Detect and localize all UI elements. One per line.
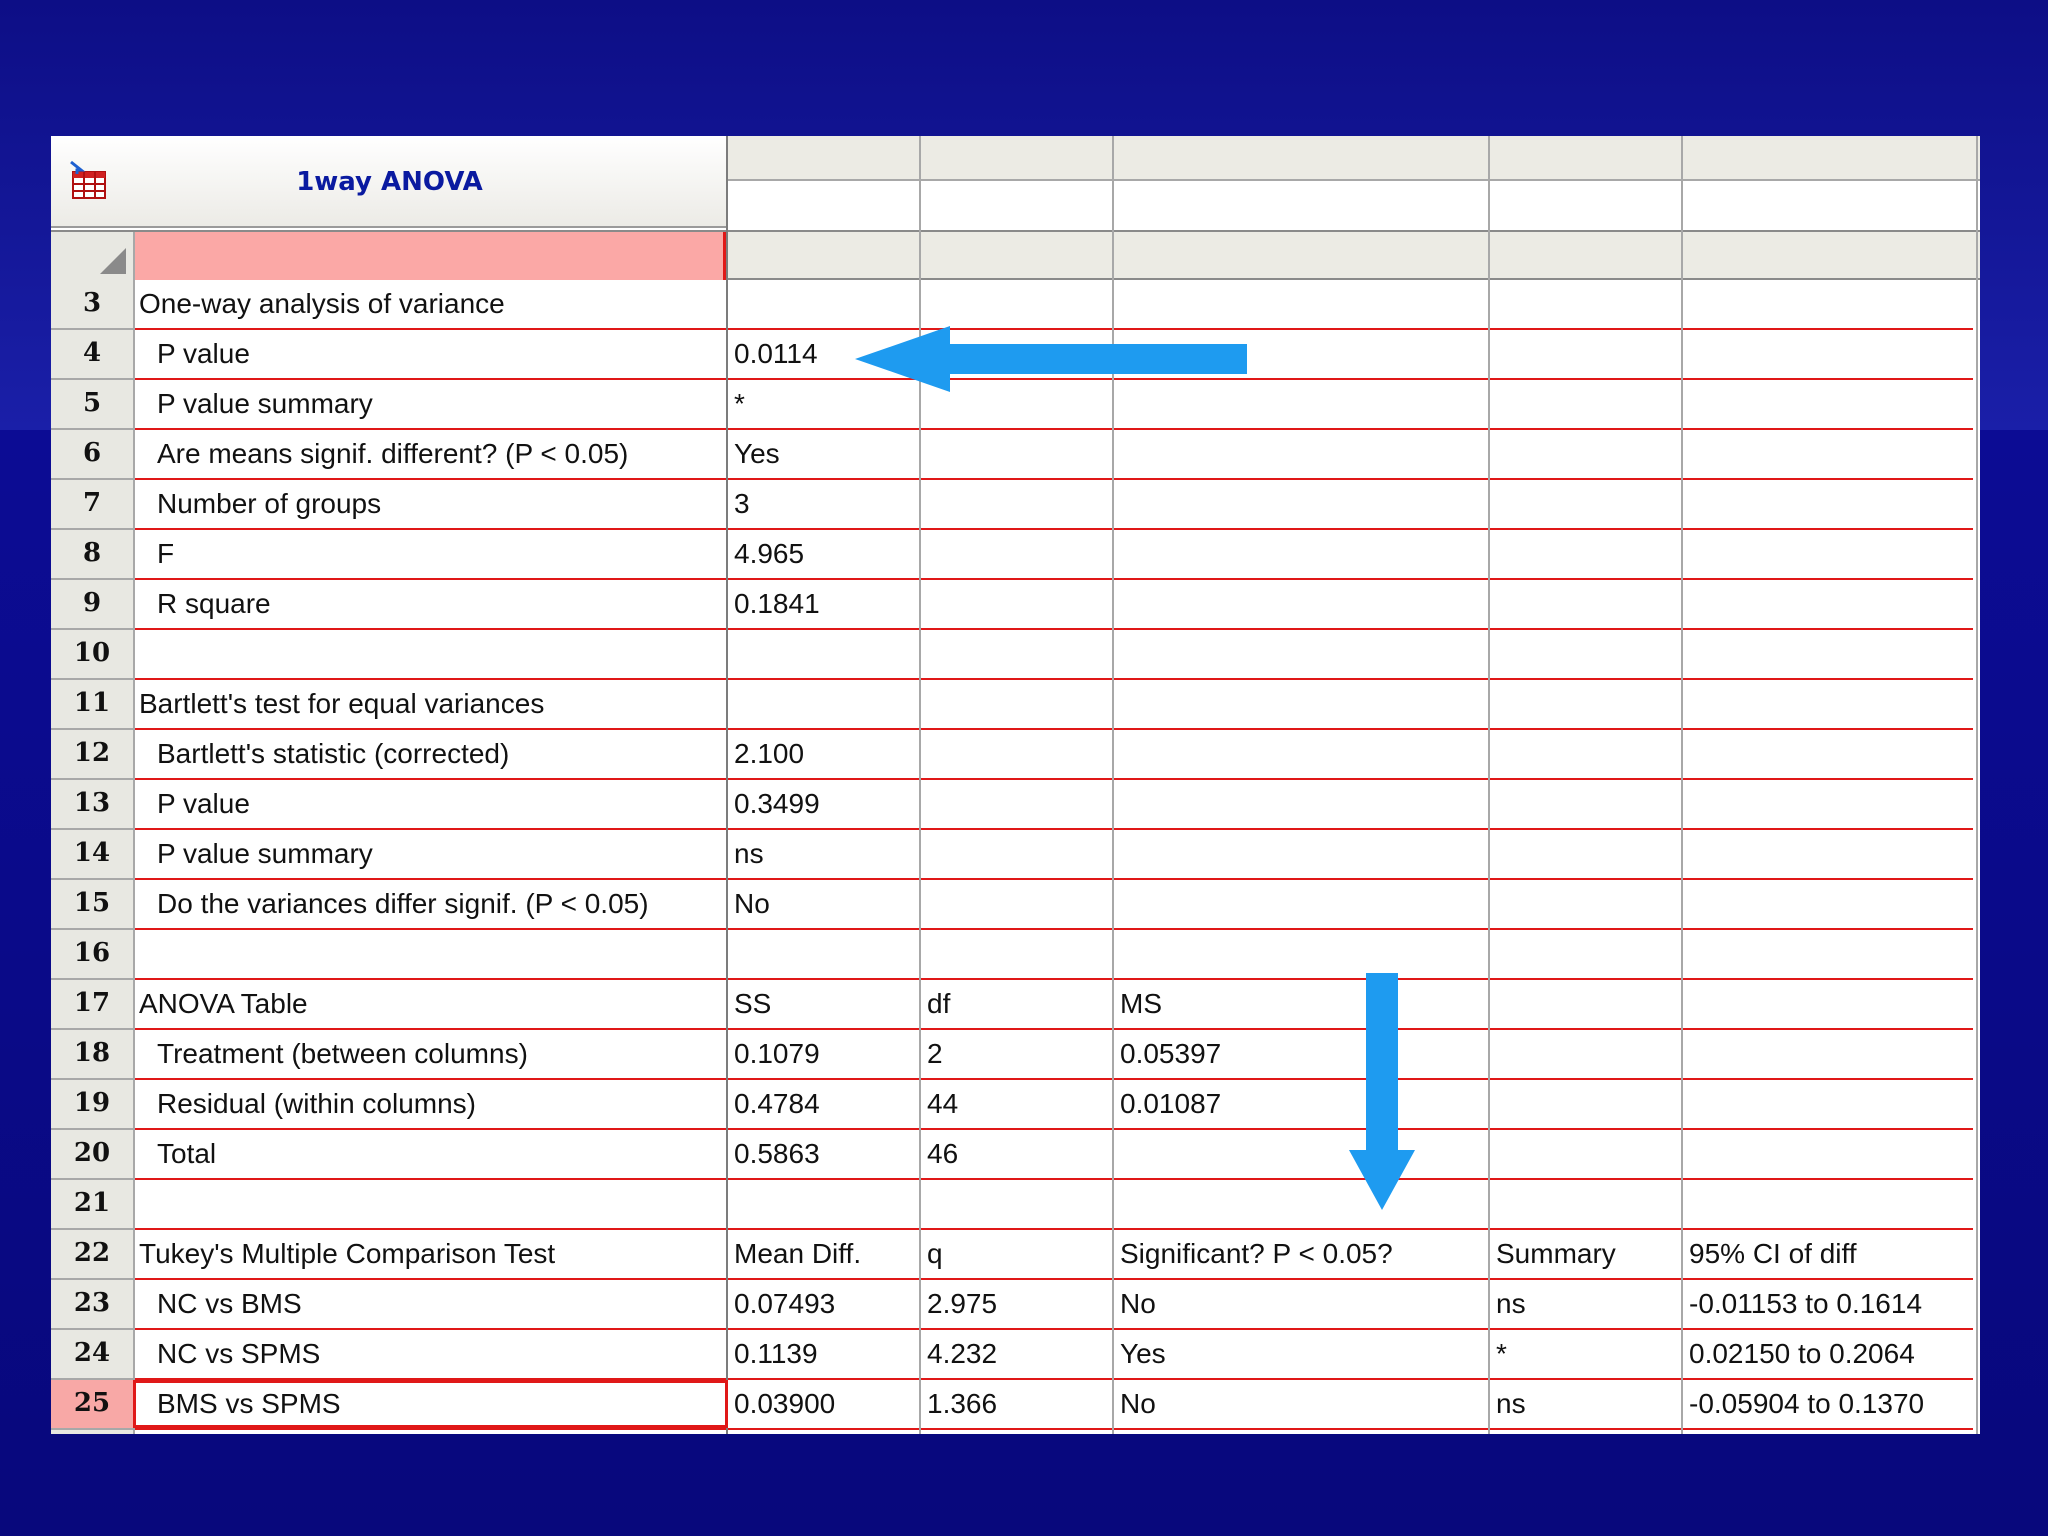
row-number[interactable]: 11 bbox=[73, 688, 111, 718]
value-cell[interactable]: Mean Diff. bbox=[734, 1238, 862, 1269]
value-cell[interactable]: Significant? P < 0.05? bbox=[1120, 1238, 1393, 1269]
value-cell[interactable] bbox=[1496, 930, 1679, 980]
value-cell[interactable]: 2 bbox=[927, 1038, 943, 1069]
value-cell[interactable] bbox=[1120, 830, 1486, 880]
value-cell[interactable]: 0.1841 bbox=[734, 588, 820, 619]
value-cell[interactable]: -0.01153 to 0.1614 bbox=[1689, 1288, 1923, 1319]
row-label-cell[interactable]: Tukey's Multiple Comparison Test bbox=[139, 1238, 556, 1269]
value-cell[interactable] bbox=[1496, 630, 1679, 680]
value-cell[interactable] bbox=[1689, 480, 1976, 530]
value-cell[interactable] bbox=[927, 580, 1110, 630]
row-number[interactable]: 17 bbox=[73, 988, 111, 1018]
row-number[interactable]: 12 bbox=[73, 738, 111, 768]
row-label-cell[interactable] bbox=[139, 630, 724, 680]
value-cell[interactable] bbox=[734, 680, 917, 730]
value-cell[interactable] bbox=[1496, 980, 1679, 1030]
row-label-cell[interactable]: ANOVA Table bbox=[139, 988, 308, 1019]
row-number[interactable]: 5 bbox=[82, 388, 102, 418]
value-cell[interactable] bbox=[734, 280, 917, 330]
value-cell[interactable] bbox=[1689, 730, 1976, 780]
row-separator bbox=[133, 1428, 1973, 1430]
value-cell[interactable]: df bbox=[927, 988, 951, 1019]
row-label-cell[interactable]: Residual (within columns) bbox=[157, 1088, 477, 1119]
row-label-cell[interactable]: Do the variances differ signif. (P < 0.05) bbox=[157, 888, 649, 919]
column-header-strip-top bbox=[728, 136, 1980, 180]
value-cell[interactable] bbox=[1689, 1130, 1976, 1180]
value-cell[interactable] bbox=[1120, 1180, 1486, 1230]
value-cell[interactable] bbox=[1496, 780, 1679, 830]
column-gridline bbox=[1681, 136, 1683, 1434]
value-cell[interactable] bbox=[1689, 330, 1976, 380]
row-label-cell[interactable]: Bartlett's test for equal variances bbox=[139, 688, 545, 719]
value-cell[interactable]: 3 bbox=[734, 488, 750, 519]
row-label-cell[interactable]: Are means signif. different? (P < 0.05) bbox=[157, 438, 629, 469]
row-number[interactable]: 9 bbox=[82, 588, 102, 618]
sheet-title-tab[interactable] bbox=[51, 136, 728, 228]
value-cell[interactable]: 0.5863 bbox=[734, 1138, 820, 1169]
value-cell[interactable]: No bbox=[1120, 1288, 1156, 1319]
column-gridline bbox=[1488, 136, 1490, 1434]
row-number[interactable]: 22 bbox=[73, 1238, 111, 1268]
row-label-cell[interactable]: One-way analysis of variance bbox=[139, 288, 505, 319]
row-number[interactable]: 7 bbox=[82, 488, 102, 518]
value-cell[interactable] bbox=[1689, 630, 1976, 680]
value-cell[interactable] bbox=[1120, 930, 1486, 980]
value-cell[interactable]: 0.1139 bbox=[734, 1338, 818, 1369]
row-number[interactable]: 25 bbox=[51, 1380, 133, 1430]
value-cell[interactable] bbox=[1689, 530, 1976, 580]
value-cell[interactable] bbox=[1689, 1030, 1976, 1080]
value-cell[interactable] bbox=[927, 1180, 1110, 1230]
value-cell[interactable] bbox=[734, 630, 917, 680]
value-cell[interactable] bbox=[1120, 480, 1486, 530]
value-cell[interactable] bbox=[1120, 280, 1486, 330]
value-cell[interactable]: 0.0114 bbox=[734, 338, 818, 369]
value-cell[interactable] bbox=[1689, 430, 1976, 480]
column-gridline bbox=[133, 232, 135, 1434]
value-cell[interactable] bbox=[1689, 830, 1976, 880]
value-cell[interactable]: Yes bbox=[734, 438, 780, 469]
value-cell[interactable] bbox=[734, 930, 917, 980]
value-cell[interactable] bbox=[1496, 430, 1679, 480]
left-arrow-annotation bbox=[855, 326, 1247, 392]
value-cell[interactable]: 0.3499 bbox=[734, 788, 820, 819]
value-cell[interactable] bbox=[927, 480, 1110, 530]
row-number[interactable]: 6 bbox=[82, 438, 102, 468]
value-cell[interactable] bbox=[1689, 780, 1976, 830]
value-cell[interactable]: No bbox=[734, 888, 770, 919]
value-cell[interactable]: 4.965 bbox=[734, 538, 805, 569]
row-number[interactable]: 16 bbox=[73, 938, 111, 968]
value-cell[interactable]: 2.975 bbox=[927, 1288, 998, 1319]
select-all-triangle-icon bbox=[100, 248, 126, 274]
value-cell[interactable] bbox=[1689, 280, 1976, 330]
value-cell[interactable] bbox=[1120, 880, 1486, 930]
value-cell[interactable] bbox=[927, 430, 1110, 480]
value-cell[interactable] bbox=[1689, 1180, 1976, 1230]
value-cell[interactable] bbox=[1496, 1180, 1679, 1230]
row-label-cell[interactable]: P value bbox=[157, 788, 250, 819]
value-cell[interactable] bbox=[927, 680, 1110, 730]
value-cell[interactable] bbox=[1496, 1080, 1679, 1130]
value-cell[interactable]: * bbox=[734, 388, 745, 419]
row-number[interactable]: 21 bbox=[73, 1188, 111, 1218]
value-cell[interactable] bbox=[1689, 880, 1976, 930]
column-gridline bbox=[1976, 136, 1978, 1434]
value-cell[interactable]: * bbox=[1496, 1338, 1507, 1369]
active-cell-outline bbox=[133, 1380, 728, 1428]
row-label-cell[interactable]: F bbox=[157, 538, 175, 569]
column-header-strip bbox=[728, 232, 1980, 280]
value-cell[interactable]: 0.4784 bbox=[734, 1088, 820, 1119]
column-header-title-row bbox=[728, 180, 1980, 230]
value-cell[interactable] bbox=[1120, 580, 1486, 630]
row-label-cell[interactable]: Total bbox=[157, 1138, 217, 1169]
value-cell[interactable]: 0.05397 bbox=[1120, 1038, 1222, 1069]
value-cell[interactable] bbox=[1689, 980, 1976, 1030]
row-number[interactable]: 15 bbox=[73, 888, 111, 918]
row-label-cell[interactable]: BMS vs SPMS bbox=[157, 1388, 341, 1419]
value-cell[interactable] bbox=[927, 730, 1110, 780]
value-cell[interactable] bbox=[1689, 680, 1976, 730]
value-cell[interactable] bbox=[927, 530, 1110, 580]
value-cell[interactable] bbox=[927, 780, 1110, 830]
value-cell[interactable]: 0.07493 bbox=[734, 1288, 836, 1319]
column-gridline bbox=[726, 136, 728, 1434]
value-cell[interactable] bbox=[1120, 780, 1486, 830]
row-header-separator bbox=[51, 1428, 133, 1430]
row-label-cell[interactable]: Treatment (between columns) bbox=[157, 1038, 528, 1069]
row-number[interactable]: 19 bbox=[73, 1088, 111, 1118]
value-cell[interactable] bbox=[927, 880, 1110, 930]
value-cell[interactable]: Yes bbox=[1120, 1338, 1166, 1369]
down-arrow-annotation bbox=[1349, 973, 1415, 1210]
row-number[interactable]: 10 bbox=[73, 638, 111, 668]
value-cell[interactable] bbox=[1496, 880, 1679, 930]
row-number[interactable]: 18 bbox=[73, 1038, 111, 1068]
row-label-cell[interactable]: Bartlett's statistic (corrected) bbox=[157, 738, 510, 769]
value-cell[interactable] bbox=[1689, 1080, 1976, 1130]
value-cell[interactable] bbox=[1120, 680, 1486, 730]
value-cell[interactable]: ns bbox=[1496, 1388, 1526, 1419]
row-label-cell[interactable]: NC vs SPMS bbox=[157, 1338, 321, 1369]
value-cell[interactable] bbox=[1120, 530, 1486, 580]
value-cell[interactable] bbox=[927, 630, 1110, 680]
value-cell[interactable]: No bbox=[1120, 1388, 1156, 1419]
row-number[interactable]: 8 bbox=[82, 538, 102, 568]
value-cell[interactable] bbox=[1689, 380, 1976, 430]
header-divider bbox=[728, 179, 1980, 181]
row-label-cell[interactable]: P value bbox=[157, 338, 250, 369]
value-cell[interactable]: q bbox=[927, 1238, 943, 1269]
value-cell[interactable] bbox=[1496, 680, 1679, 730]
sheet-title: 1way ANOVA bbox=[296, 167, 483, 197]
row-number[interactable]: 14 bbox=[73, 838, 111, 868]
value-cell[interactable]: 4.232 bbox=[927, 1338, 998, 1369]
value-cell[interactable]: 44 bbox=[927, 1088, 959, 1119]
value-cell[interactable] bbox=[734, 1180, 917, 1230]
row-number[interactable]: 24 bbox=[73, 1338, 111, 1368]
value-cell[interactable] bbox=[1496, 1030, 1679, 1080]
value-cell[interactable]: 2.100 bbox=[734, 738, 805, 769]
value-cell[interactable]: 0.01087 bbox=[1120, 1088, 1222, 1119]
row-label-cell[interactable]: R square bbox=[157, 588, 271, 619]
row-label-cell[interactable]: P value summary bbox=[157, 388, 373, 419]
row-label-cell[interactable] bbox=[139, 1180, 724, 1230]
row-number[interactable]: 4 bbox=[82, 338, 102, 368]
row-label-cell[interactable]: P value summary bbox=[157, 838, 373, 869]
value-cell[interactable]: 95% CI of diff bbox=[1689, 1238, 1857, 1269]
value-cell[interactable] bbox=[927, 830, 1110, 880]
value-cell[interactable] bbox=[1496, 580, 1679, 630]
value-cell[interactable] bbox=[927, 930, 1110, 980]
row-label-cell[interactable] bbox=[139, 930, 724, 980]
value-cell[interactable]: 0.02150 to 0.2064 bbox=[1689, 1338, 1915, 1369]
value-cell[interactable] bbox=[1120, 1130, 1486, 1180]
value-cell[interactable]: 0.1079 bbox=[734, 1038, 820, 1069]
row-label-cell[interactable]: NC vs BMS bbox=[157, 1288, 302, 1319]
value-cell[interactable]: 1.366 bbox=[927, 1388, 998, 1419]
value-cell[interactable] bbox=[1120, 730, 1486, 780]
value-cell[interactable]: Summary bbox=[1496, 1238, 1616, 1269]
value-cell[interactable]: SS bbox=[734, 988, 772, 1019]
value-cell[interactable]: 46 bbox=[927, 1138, 959, 1169]
value-cell[interactable] bbox=[1496, 480, 1679, 530]
row-number[interactable]: 20 bbox=[73, 1138, 111, 1168]
row-number[interactable]: 13 bbox=[73, 788, 111, 818]
value-cell[interactable]: 0.03900 bbox=[734, 1388, 836, 1419]
value-cell[interactable] bbox=[1689, 930, 1976, 980]
column-header-selected[interactable] bbox=[133, 232, 726, 280]
value-cell[interactable] bbox=[927, 280, 1110, 330]
row-number[interactable]: 23 bbox=[73, 1288, 111, 1318]
value-cell[interactable] bbox=[1496, 830, 1679, 880]
value-cell[interactable] bbox=[1496, 380, 1679, 430]
value-cell[interactable] bbox=[1120, 430, 1486, 480]
value-cell[interactable] bbox=[1120, 630, 1486, 680]
value-cell[interactable] bbox=[1689, 580, 1976, 630]
value-cell[interactable] bbox=[1496, 280, 1679, 330]
value-cell[interactable]: MS bbox=[1120, 988, 1162, 1019]
value-cell[interactable] bbox=[1496, 1130, 1679, 1180]
value-cell[interactable]: ns bbox=[1496, 1288, 1526, 1319]
value-cell[interactable] bbox=[1496, 330, 1679, 380]
row-number[interactable]: 3 bbox=[82, 288, 102, 318]
value-cell[interactable] bbox=[1496, 530, 1679, 580]
value-cell[interactable] bbox=[1496, 730, 1679, 780]
row-label-cell[interactable]: Number of groups bbox=[157, 488, 382, 519]
value-cell[interactable]: -0.05904 to 0.1370 bbox=[1689, 1388, 1925, 1419]
value-cell[interactable]: ns bbox=[734, 838, 764, 869]
